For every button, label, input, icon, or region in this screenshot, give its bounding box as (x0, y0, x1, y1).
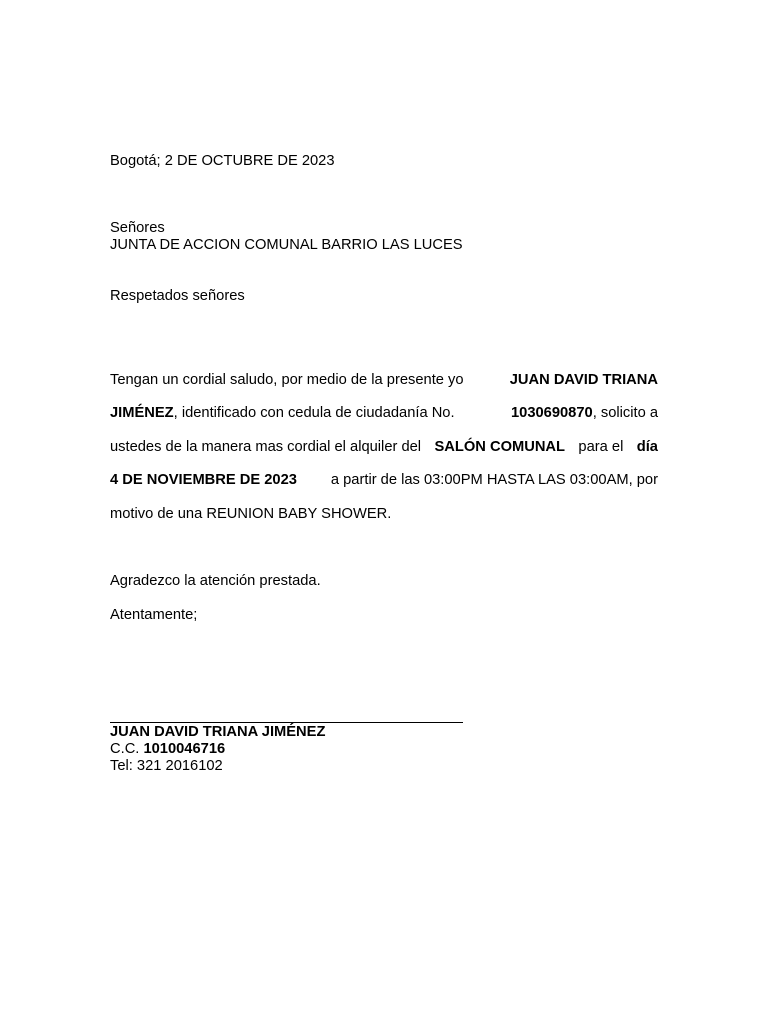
body-bold-text: 4 DE NOVIEMBRE DE 2023 (110, 472, 297, 488)
body-bold-text: JIMÉNEZ (110, 405, 174, 421)
body-line-2-part-2 (511, 404, 658, 422)
signer-name-text: JUAN DAVID TRIANA JIMÉNEZ (110, 724, 326, 740)
body-text: ustedes de la manera mas cordial el alquiler del (110, 439, 422, 455)
recipient-name: JUNTA DE ACCION COMUNAL BARRIO LAS LUCES (110, 237, 463, 253)
body-bold-text: JUAN DAVID TRIANA (509, 372, 658, 388)
recipient-salutation: Señores (110, 220, 165, 236)
body-line-3 (110, 438, 658, 456)
signer-name (110, 723, 325, 741)
greeting: Respetados señores (110, 288, 245, 304)
body-line-4 (110, 471, 658, 489)
body-line-5 (110, 505, 658, 523)
signer-id (110, 740, 225, 758)
body-bold-text: día (636, 439, 658, 455)
body-text: Tengan un cordial saludo, por medio de la presente yo (110, 372, 464, 388)
date-line: Bogotá; 2 DE OCTUBRE DE 2023 (110, 153, 335, 169)
body-text: a partir de las 03:00PM HASTA LAS 03:00AM, por (330, 472, 658, 488)
body-text: , identificado con cedula de ciudadanía No. (173, 405, 455, 421)
body-bold-text: 1030690870 (511, 405, 593, 421)
signer-id-prefix: C.C. (110, 741, 140, 757)
signer-phone: Tel: 321 2016102 (110, 758, 223, 774)
body-line-2 (110, 404, 658, 422)
closing-line: Atentamente; (110, 607, 198, 623)
body-bold-text: SALÓN COMUNAL (434, 439, 566, 455)
body-text: , solicito a (592, 405, 658, 421)
body-text: motivo de una REUNION BABY SHOWER. (110, 506, 392, 522)
body-line-1 (110, 371, 658, 389)
thanks-line: Agradezco la atención prestada. (110, 573, 321, 589)
signer-id-number: 1010046716 (143, 741, 226, 757)
body-text: para el (578, 439, 624, 455)
body-line-2-part-1 (110, 404, 455, 422)
